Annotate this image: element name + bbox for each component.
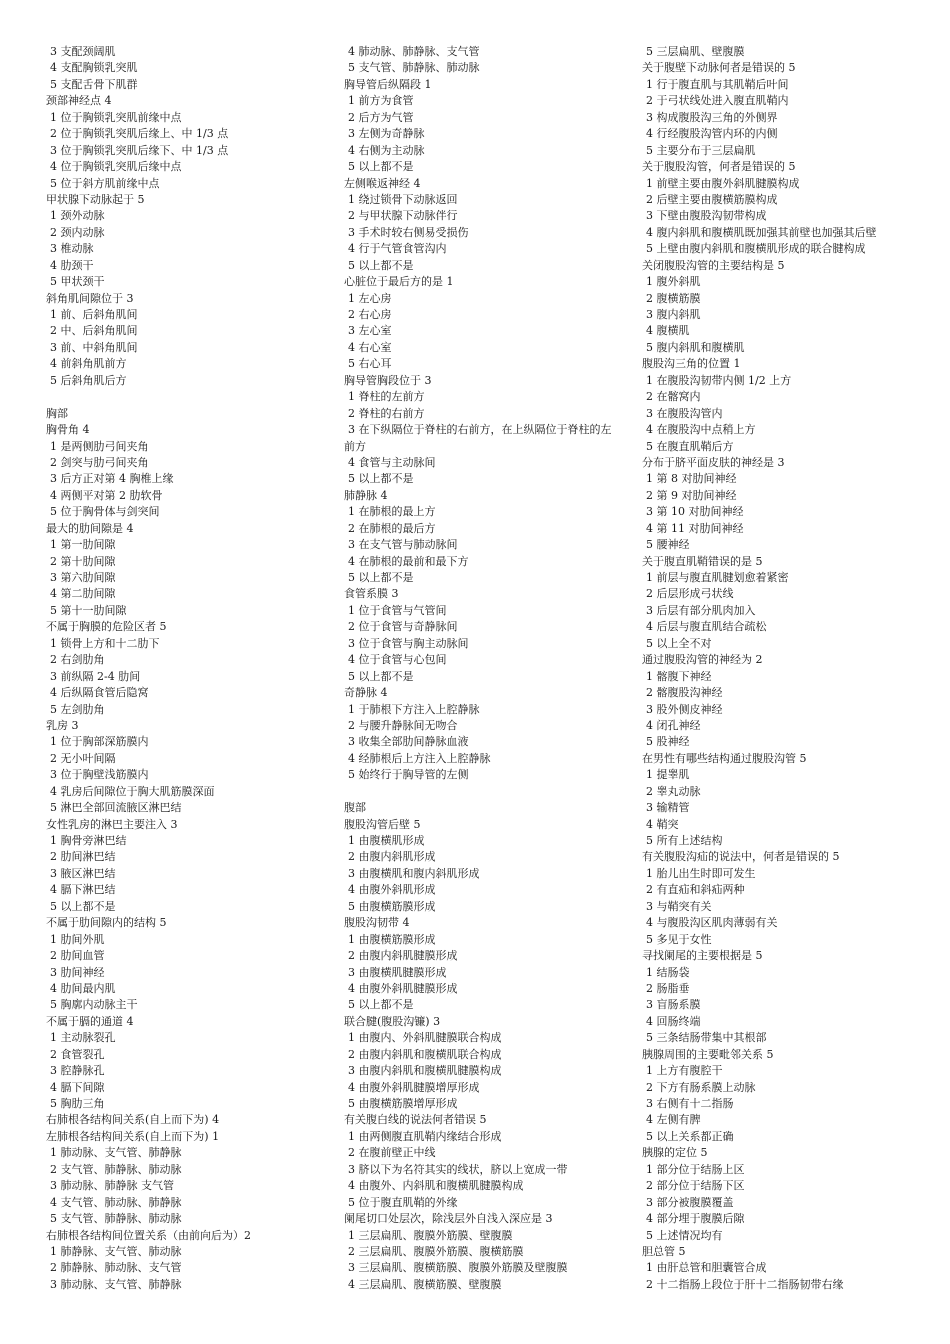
answer-option: 2 位于胸锁乳突肌后缘上、中 1/3 点: [50, 127, 229, 141]
answer-option: 1 由腹横筋膜形成: [348, 932, 436, 946]
answer-option: 2 无小叶间隔: [50, 751, 116, 765]
answer-option: 3 腋区淋巴结: [50, 866, 116, 880]
answer-option: 4 回肠终端: [646, 1014, 701, 1028]
answer-option: 3 支配颈阔肌: [50, 45, 116, 58]
answer-option: 3 手术时较右侧易受损伤: [348, 225, 469, 239]
question-line: 胰腺的定位 5: [642, 1146, 708, 1160]
question-line: 关闭腹股沟管的主要结构是 5: [642, 258, 785, 272]
answer-option: 1 锁骨上方和十二肋下: [50, 636, 160, 650]
answer-option: 4 肺动脉、肺静脉、支气管: [348, 45, 480, 58]
answer-option: 5 以上都不是: [348, 669, 414, 683]
answer-option: 5 位于腹直肌鞘的外缘: [348, 1195, 458, 1209]
question-line: 食管系膜 3: [344, 587, 399, 601]
answer-option: 5 胸廓内动脉主干: [50, 998, 138, 1012]
answer-option: 1 在肺根的最上方: [348, 505, 436, 519]
answer-option: 3 收集全部肋间静脉血液: [348, 735, 469, 749]
answer-option: 3 椎动脉: [50, 242, 94, 256]
answer-option: 3 后层有部分肌肉加入: [646, 603, 756, 617]
answer-option: 2 支气管、肺静脉、肺动脉: [50, 1162, 182, 1176]
answer-option: 1 是两侧肋弓间夹角: [50, 439, 149, 453]
answer-option: 2 由腹内斜肌形成: [348, 850, 436, 864]
answer-option: 5 多见于女性: [646, 932, 712, 946]
answer-option: 5 以上都不是: [348, 258, 414, 272]
answer-option: 2 由腹内斜肌和腹横肌联合构成: [348, 1047, 502, 1061]
question-line: 不属于胸膜的危险区者 5: [46, 620, 167, 634]
answer-option: 5 位于斜方肌前缘中点: [50, 176, 160, 190]
answer-option: 4 第 11 对肋间神经: [646, 521, 744, 535]
answer-option: 5 甲状颈干: [50, 275, 105, 289]
answer-option: 1 前方为食管: [348, 94, 414, 108]
answer-option: 5 右心耳: [348, 357, 392, 371]
answer-option: 4 行经腹股沟管内环的内侧: [646, 127, 778, 141]
answer-option: 1 胎儿出生时即可发生: [646, 866, 756, 880]
answer-option: 1 第一肋间隙: [50, 538, 116, 552]
question-line: 奇静脉 4: [344, 686, 388, 700]
answer-option: 4 位于胸锁乳突肌后缘中点: [50, 160, 182, 174]
answer-option: 1 颈外动脉: [50, 209, 105, 223]
answer-option: 1 于肺根下方注入上腔静脉: [348, 702, 480, 716]
question-line: 胸骨角 4: [46, 423, 90, 437]
question-line: 通过腹股沟管的神经为 2: [642, 653, 763, 667]
question-line: 最大的肋间隙是 4: [46, 521, 134, 535]
answer-option: 1 前、后斜角肌间: [50, 308, 138, 321]
answer-option: 2 与腰升静脉间无吻合: [348, 718, 458, 732]
text-column-3: [642, 44, 938, 1293]
answer-option: 3 在下纵隔位于脊柱的右前方，在上纵隔位于脊柱的左: [348, 423, 612, 437]
answer-option: 1 第 8 对肋间神经: [646, 472, 737, 486]
section-heading: 胸部: [46, 406, 68, 420]
answer-option: 2 右心房: [348, 308, 392, 321]
answer-option: 4 由腹外斜肌腱膜形成: [348, 981, 458, 995]
answer-option: 3 腔静脉孔: [50, 1064, 105, 1078]
answer-option: 4 支配胸锁乳突肌: [50, 61, 138, 75]
question-line: 关于腹股沟管，何者是错误的 5: [642, 160, 796, 174]
answer-option: 3 右侧有十二指肠: [646, 1097, 734, 1110]
answer-option: 2 剑突与肋弓间夹角: [50, 455, 149, 469]
answer-option: 5 上壁由腹内斜肌和腹横肌形成的联合腱构成: [646, 242, 866, 256]
answer-option: 2 在腹前壁正中线: [348, 1146, 436, 1160]
answer-option: 4 第二肋间隙: [50, 587, 116, 601]
answer-option: 5 主要分布于三层扁肌: [646, 143, 756, 157]
answer-option: 5 以上都不是: [348, 571, 414, 584]
answer-option: 3 左心室: [348, 324, 392, 338]
answer-option: 2 肋间淋巴结: [50, 850, 116, 864]
answer-option: 4 由腹外斜肌形成: [348, 883, 436, 897]
answer-option: 2 中、后斜角肌间: [50, 324, 138, 338]
answer-option: 2 后层形成弓状线: [646, 587, 734, 601]
answer-option: 2 下方有肠系膜上动脉: [646, 1080, 756, 1094]
answer-option: 5 三条结肠带集中其根部: [646, 1031, 767, 1045]
answer-option: 2 由腹内斜肌腱膜形成: [348, 949, 458, 963]
answer-option: 5 以上关系都正确: [646, 1129, 734, 1143]
answer-option: 4 支气管、肺动脉、肺静脉: [50, 1195, 182, 1209]
question-line: 右肺根各结构间位置关系（由前向后为）2: [46, 1228, 251, 1242]
answer-option: 3 三层扁肌、腹横筋膜、腹膜外筋膜及壁腹膜: [348, 1261, 568, 1275]
answer-option: 2 第十肋间隙: [50, 554, 116, 568]
answer-option: 3 脐以下为名符其实的线状，脐以上宽成一带: [348, 1162, 568, 1176]
answer-option: 5 由腹横筋膜形成: [348, 899, 436, 913]
question-line: 腹股沟韧带 4: [344, 916, 410, 930]
answer-option: 1 脊柱的左前方: [348, 390, 425, 404]
answer-option: 1 由两侧腹直肌鞘内缘结合形成: [348, 1129, 502, 1143]
text-column-2: [344, 44, 634, 1293]
answer-option: 2 部分位于结肠下区: [646, 1179, 745, 1193]
question-line: 在男性有哪些结构通过腹股沟管 5: [642, 751, 807, 765]
answer-option: 1 三层扁肌、腹膜外筋膜、壁腹膜: [348, 1228, 513, 1242]
blank-line: [344, 784, 634, 800]
answer-option: 5 由腹横筋膜增厚形成: [348, 1097, 458, 1110]
answer-option: 4 乳房后间隙位于胸大肌筋膜深面: [50, 784, 215, 798]
answer-option: 1 前壁主要由腹外斜肌腱膜构成: [646, 176, 800, 190]
answer-option: 5 胸肋三角: [50, 1097, 105, 1110]
answer-option: 5 腰神经: [646, 538, 690, 552]
answer-option: 4 右心室: [348, 340, 392, 354]
answer-option: 5 始终行于胸导管的左侧: [348, 768, 469, 782]
answer-option: 4 食管与主动脉间: [348, 455, 436, 469]
answer-option: 4 后层与腹直肌结合疏松: [646, 620, 767, 634]
question-line: 左侧喉返神经 4: [344, 176, 421, 190]
question-line: 颈部神经点 4: [46, 94, 112, 108]
answer-option: 3 在腹股沟管内: [646, 406, 723, 420]
answer-option: 5 腹内斜肌和腹横肌: [646, 340, 745, 354]
question-line: 胰腺周围的主要毗邻关系 5: [642, 1047, 774, 1061]
answer-option: 4 肋颈干: [50, 258, 94, 272]
answer-option: 5 三层扁肌、壁腹膜: [646, 45, 745, 58]
answer-option: 4 右侧为主动脉: [348, 143, 425, 157]
answer-option: 4 腹横肌: [646, 324, 690, 338]
question-line: 不属于肋间隙内的结构 5: [46, 916, 167, 930]
answer-option: 2 腹横筋膜: [646, 291, 701, 305]
answer-option: 2 第 9 对肋间神经: [646, 488, 737, 502]
answer-option: 2 肠脂垂: [646, 981, 690, 995]
answer-option: 3 构成腹股沟三角的外侧界: [646, 110, 778, 124]
answer-option: 4 后纵隔食管后隐窝: [50, 686, 149, 700]
answer-option: 1 绕过锁骨下动脉返回: [348, 192, 458, 206]
answer-option: 2 脊柱的右前方: [348, 406, 425, 420]
answer-option: 2 右剑肋角: [50, 653, 105, 667]
answer-option: 5 上述情况均有: [646, 1228, 723, 1242]
answer-option: 1 前层与腹直肌腱划愈着紧密: [646, 571, 789, 584]
answer-option: 3 位于胸壁浅筋膜内: [50, 768, 149, 782]
answer-option: 4 膈下淋巴结: [50, 883, 116, 897]
answer-option: 4 经肺根后上方注入上腔静脉: [348, 751, 491, 765]
question-line: 胸导管后纵隔段 1: [344, 77, 432, 91]
answer-option: 1 髂腹下神经: [646, 669, 712, 683]
answer-option: 3 第 10 对肋间神经: [646, 505, 744, 519]
question-line: 有关腹白线的说法何者错误 5: [344, 1113, 487, 1127]
answer-option: 2 颈内动脉: [50, 225, 105, 239]
question-line: 甲状腺下动脉起于 5: [46, 192, 145, 206]
answer-option: 4 在腹股沟中点稍上方: [646, 423, 756, 437]
answer-option: 4 在肺根的最前和最下方: [348, 554, 469, 568]
answer-option: 2 后壁主要由腹横筋膜构成: [646, 192, 778, 206]
answer-option: 1 位于胸部深筋膜内: [50, 735, 149, 749]
answer-option: 3 由腹内斜肌和腹横肌腱膜构成: [348, 1064, 502, 1078]
answer-option: 3 腹内斜肌: [646, 308, 701, 321]
answer-option: 1 行于腹直肌与其肌鞘后叶间: [646, 77, 789, 91]
answer-option: 5 支配舌骨下肌群: [50, 77, 138, 91]
answer-option: 1 由肝总管和胆囊管合成: [646, 1261, 767, 1275]
answer-option: 3 盲肠系膜: [646, 998, 701, 1012]
answer-option: 5 以上都不是: [348, 472, 414, 486]
question-line: 不属于膈的通道 4: [46, 1014, 134, 1028]
answer-option: 3 左侧为奇静脉: [348, 127, 425, 141]
answer-option: 5 左剑肋角: [50, 702, 105, 716]
answer-option: 3 位于食管与胸主动脉间: [348, 636, 469, 650]
answer-option: 1 位于食管与气管间: [348, 603, 447, 617]
answer-option: 4 与腹股沟区肌肉薄弱有关: [646, 916, 778, 930]
answer-option: 1 结肠袋: [646, 965, 690, 979]
text-column-1: [46, 44, 336, 1293]
question-line: 关于腹壁下动脉何者是错误的 5: [642, 61, 796, 75]
section-heading: 腹部: [344, 801, 366, 815]
answer-option: 2 肺静脉、肺动脉、支气管: [50, 1261, 182, 1275]
answer-option: 3 下壁由腹股沟韧带构成: [646, 209, 767, 223]
answer-option: 2 食管裂孔: [50, 1047, 105, 1061]
answer-option: 3 位于胸锁乳突肌后缘下、中 1/3 点: [50, 143, 229, 157]
blank-line: [46, 389, 336, 405]
answer-option: 1 位于胸锁乳突肌前缘中点: [50, 110, 182, 124]
answer-option: 5 在腹直肌鞘后方: [646, 439, 734, 453]
question-line: 心脏位于最后方的是 1: [344, 275, 454, 289]
answer-option: 1 由腹横肌形成: [348, 834, 425, 847]
answer-option: 5 所有上述结构: [646, 834, 723, 847]
question-line: 左肺根各结构间关系(自上而下为) 1: [46, 1129, 220, 1143]
answer-option: 2 在肺根的最后方: [348, 521, 436, 535]
answer-option: 4 部分埋于腹膜后隙: [646, 1212, 745, 1226]
answer-option: 2 髂腹股沟神经: [646, 686, 723, 700]
question-line: 分布于脐平面皮肤的神经是 3: [642, 455, 785, 469]
answer-option: 5 位于胸骨体与剑突间: [50, 505, 160, 519]
question-line: 前方: [344, 439, 366, 453]
answer-option: 4 闭孔神经: [646, 718, 701, 732]
question-line: 乳房 3: [46, 718, 79, 732]
answer-option: 4 由腹外斜肌腱膜增厚形成: [348, 1080, 480, 1094]
question-line: 胸导管胸段位于 3: [344, 373, 432, 387]
answer-option: 2 三层扁肌、腹膜外筋膜、腹横筋膜: [348, 1244, 524, 1258]
answer-option: 3 输精管: [646, 801, 690, 815]
question-line: 肺静脉 4: [344, 488, 388, 502]
answer-option: 1 胸骨旁淋巴结: [50, 834, 127, 847]
answer-option: 4 三层扁肌、腹横筋膜、壁腹膜: [348, 1277, 502, 1291]
answer-option: 5 以上都不是: [348, 998, 414, 1012]
answer-option: 3 在支气管与肺动脉间: [348, 538, 458, 552]
answer-option: 4 肋间最内肌: [50, 981, 116, 995]
answer-option: 4 行于气管食管沟内: [348, 242, 447, 256]
answer-option: 1 由腹内、外斜肌腱膜联合构成: [348, 1031, 502, 1045]
answer-option: 4 膈下间隙: [50, 1080, 105, 1094]
answer-option: 3 部分被腹膜覆盖: [646, 1195, 734, 1209]
answer-option: 4 左侧有脾: [646, 1113, 701, 1127]
question-line: 联合腱(腹股沟镰) 3: [344, 1014, 441, 1028]
answer-option: 4 由腹外、内斜肌和腹横肌腱膜构成: [348, 1179, 524, 1193]
answer-option: 1 提睾肌: [646, 768, 690, 782]
answer-option: 5 支气管、肺静脉、肺动脉: [50, 1212, 182, 1226]
question-line: 寻找阑尾的主要根据是 5: [642, 949, 763, 963]
question-line: 有关腹股沟疝的说法中，何者是错误的 5: [642, 850, 840, 864]
answer-option: 5 股神经: [646, 735, 690, 749]
answer-option: 1 腹外斜肌: [646, 275, 701, 289]
answer-option: 2 十二指肠上段位于肝十二指肠韧带右缘: [646, 1277, 844, 1291]
answer-option: 1 上方有腹腔干: [646, 1064, 723, 1078]
answer-option: 3 肋间神经: [50, 965, 105, 979]
answer-option: 1 肺动脉、支气管、肺静脉: [50, 1146, 182, 1160]
answer-option: 2 睾丸动脉: [646, 784, 701, 798]
answer-option: 3 与鞘突有关: [646, 899, 712, 913]
question-line: 女性乳房的淋巴主要注入 3: [46, 817, 178, 831]
answer-option: 4 鞘突: [646, 817, 679, 831]
answer-option: 2 后方为气管: [348, 110, 414, 124]
answer-option: 5 以上都不是: [50, 899, 116, 913]
question-line: 关于腹直肌鞘错误的是 5: [642, 554, 763, 568]
answer-option: 3 肺动脉、支气管、肺静脉: [50, 1277, 182, 1291]
question-line: 右肺根各结构间关系(自上而下为) 4: [46, 1113, 220, 1127]
answer-option: 5 淋巴全部回流腋区淋巴结: [50, 801, 182, 815]
answer-option: 2 在髂窝内: [646, 390, 701, 404]
answer-option: 3 股外侧皮神经: [646, 702, 723, 716]
question-line: 腹股沟三角的位置 1: [642, 357, 741, 371]
answer-option: 1 在腹股沟韧带内侧 1/2 上方: [646, 373, 792, 387]
answer-option: 3 肺动脉、肺静脉 支气管: [50, 1179, 174, 1193]
answer-option: 5 以上全不对: [646, 636, 712, 650]
question-line: 斜角肌间隙位于 3: [46, 291, 134, 305]
answer-option: 3 由腹横肌和腹内斜肌形成: [348, 866, 480, 880]
answer-option: 3 前纵隔 2-4 肋间: [50, 669, 141, 683]
answer-option: 4 腹内斜肌和腹横肌既加强其前壁也加强其后壁: [646, 225, 877, 239]
answer-option: 1 部分位于结肠上区: [646, 1162, 745, 1176]
answer-option: 5 支气管、肺静脉、肺动脉: [348, 61, 480, 75]
question-line: 阑尾切口处层次，除浅层外自浅入深应是 3: [344, 1212, 553, 1226]
answer-option: 2 有直疝和斜疝两种: [646, 883, 745, 897]
answer-option: 2 于弓状线处进入腹直肌鞘内: [646, 94, 789, 108]
answer-option: 2 与甲状腺下动脉伴行: [348, 209, 458, 223]
answer-option: 5 后斜角肌后方: [50, 373, 127, 387]
answer-option: 1 主动脉裂孔: [50, 1031, 116, 1045]
answer-option: 3 前、中斜角肌间: [50, 340, 138, 354]
answer-option: 3 第六肋间隙: [50, 571, 116, 584]
answer-option: 3 后方正对第 4 胸椎上缘: [50, 472, 174, 486]
answer-option: 1 肺静脉、支气管、肺动脉: [50, 1244, 182, 1258]
answer-option: 5 第十一肋间隙: [50, 603, 127, 617]
answer-option: 2 肋间血管: [50, 949, 105, 963]
question-line: 胆总管 5: [642, 1244, 686, 1258]
answer-option: 2 位于食管与奇静脉间: [348, 620, 458, 634]
answer-option: 1 肋间外肌: [50, 932, 105, 946]
question-line: 腹股沟管后壁 5: [344, 817, 421, 831]
answer-option: 4 两侧平对第 2 肋软骨: [50, 488, 163, 502]
answer-option: 3 由腹横肌腱膜形成: [348, 965, 447, 979]
answer-option: 4 位于食管与心包间: [348, 653, 447, 667]
answer-option: 5 以上都不是: [348, 160, 414, 174]
answer-option: 1 左心房: [348, 291, 392, 305]
answer-option: 4 前斜角肌前方: [50, 357, 127, 371]
